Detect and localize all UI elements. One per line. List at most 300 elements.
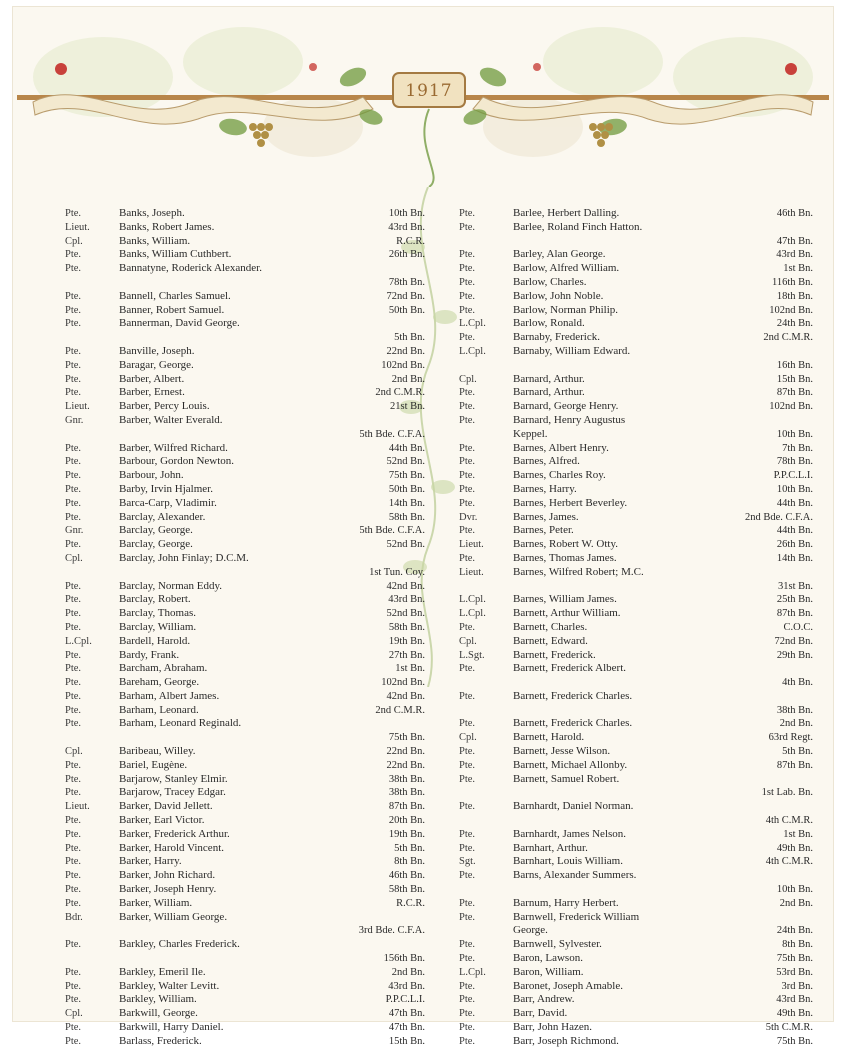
entry-rank: Pte. bbox=[459, 470, 476, 482]
roll-entry bbox=[65, 276, 425, 290]
entry-name: Barber, Ernest. bbox=[119, 386, 185, 399]
roll-entry bbox=[459, 635, 813, 649]
entry-name: Barnes, Alfred. bbox=[513, 455, 580, 468]
entry-rank: Pte. bbox=[459, 263, 476, 275]
entry-name: Bariel, Eugène. bbox=[119, 758, 188, 771]
entry-unit: 1st Bn. bbox=[783, 828, 813, 840]
entry-rank: Pte. bbox=[65, 580, 82, 592]
entry-unit: 52nd Bn. bbox=[386, 608, 425, 620]
roll-entry bbox=[459, 676, 813, 690]
entry-name: Barnett, Charles. bbox=[513, 620, 588, 633]
entry-rank: Pte. bbox=[65, 1035, 82, 1047]
roll-entry bbox=[65, 828, 425, 842]
roll-entry bbox=[65, 842, 425, 856]
entry-rank: Cpl. bbox=[459, 373, 477, 385]
entry-unit: 52nd Bn. bbox=[386, 539, 425, 551]
roll-entry bbox=[65, 442, 425, 456]
entry-rank: Sgt. bbox=[459, 856, 476, 868]
roll-entry bbox=[459, 607, 813, 621]
entry-name: Baragar, George. bbox=[119, 358, 194, 371]
roll-entry bbox=[65, 621, 425, 635]
roll-entry bbox=[65, 966, 425, 980]
entry-rank: Pte. bbox=[459, 552, 476, 564]
entry-name: Banks, Joseph. bbox=[119, 207, 185, 219]
entry-rank: Pte. bbox=[459, 401, 476, 413]
entry-rank: Cpl. bbox=[459, 732, 477, 744]
entry-unit: 14th Bn. bbox=[776, 552, 813, 564]
entry-name: Barnett, Samuel Robert. bbox=[513, 772, 620, 785]
roll-entry bbox=[459, 993, 813, 1007]
roll-entry bbox=[65, 428, 425, 442]
entry-name: Barley, Alan George. bbox=[513, 248, 606, 261]
roll-entry bbox=[65, 455, 425, 469]
entry-rank: Lieut. bbox=[65, 801, 90, 813]
entry-unit: 21st Bn. bbox=[389, 401, 425, 413]
entry-name: Barker, John Richard. bbox=[119, 869, 216, 882]
roll-entry bbox=[459, 359, 813, 373]
roll-entry bbox=[459, 524, 813, 538]
entry-unit: 2nd C.M.R. bbox=[763, 332, 813, 344]
entry-unit: 75th Bn. bbox=[388, 470, 425, 482]
entry-unit: 78th Bn. bbox=[388, 276, 425, 288]
entry-unit: 14th Bn. bbox=[388, 497, 425, 509]
entry-rank: Cpl. bbox=[65, 552, 83, 564]
entry-name: Barker, William. bbox=[119, 896, 193, 909]
entry-name: Barclay, Thomas. bbox=[119, 607, 196, 620]
entry-name: Bannatyne, Roderick Alexander. bbox=[119, 262, 262, 275]
entry-rank: Pte. bbox=[459, 870, 476, 882]
entry-unit: 116th Bn. bbox=[771, 276, 813, 288]
roll-entry bbox=[459, 649, 813, 663]
roll-entry bbox=[459, 345, 813, 359]
roll-entry bbox=[65, 800, 425, 814]
entry-unit: 47th Bn. bbox=[388, 1022, 425, 1034]
roll-entry bbox=[65, 993, 425, 1007]
entry-unit: 38th Bn. bbox=[776, 704, 813, 716]
roll-entry bbox=[459, 662, 813, 676]
roll-entry bbox=[65, 717, 425, 731]
entry-name: Barnwell, Frederick William bbox=[513, 910, 640, 923]
roll-entry bbox=[65, 759, 425, 773]
entry-unit: 43rd Bn. bbox=[776, 249, 813, 261]
entry-rank: Pte. bbox=[65, 704, 82, 716]
entry-unit: 44th Bn. bbox=[388, 442, 425, 454]
entry-unit: 10th Bn. bbox=[776, 884, 813, 896]
roll-entry bbox=[459, 511, 813, 525]
roll-entry bbox=[459, 842, 813, 856]
flower-right-icon bbox=[785, 63, 797, 75]
entry-unit: 87th Bn. bbox=[388, 801, 425, 813]
roll-entry bbox=[65, 483, 425, 497]
entry-unit: 38th Bn. bbox=[388, 773, 425, 785]
roll-entry bbox=[459, 690, 813, 704]
roll-entry bbox=[65, 883, 425, 897]
entry-rank: Lieut. bbox=[459, 539, 484, 551]
entry-rank: Gnr. bbox=[65, 414, 84, 426]
roll-entry bbox=[459, 883, 813, 897]
roll-entry bbox=[65, 345, 425, 359]
entry-rank: Pte. bbox=[65, 787, 82, 799]
entry-unit: 10th Bn. bbox=[388, 208, 425, 219]
column-left bbox=[65, 207, 425, 1049]
roll-entry bbox=[459, 717, 813, 731]
roll-entry bbox=[65, 290, 425, 304]
roll-entry bbox=[459, 938, 813, 952]
entry-rank: Lieut. bbox=[459, 566, 484, 578]
entry-name: Barjarow, Tracey Edgar. bbox=[119, 786, 226, 799]
roll-entry bbox=[65, 262, 425, 276]
entry-unit: 2nd C.M.R. bbox=[375, 704, 425, 716]
entry-name: Barbour, Gordon Newton. bbox=[119, 455, 235, 468]
entry-rank: Pte. bbox=[459, 911, 476, 923]
roll-entry bbox=[459, 262, 813, 276]
roll-entry bbox=[65, 911, 425, 925]
entry-rank: Cpl. bbox=[65, 1008, 83, 1020]
entry-name: Barnett, Harold. bbox=[513, 731, 585, 744]
entry-unit: 58th Bn. bbox=[388, 621, 425, 633]
entry-unit: 2nd Bn. bbox=[779, 718, 813, 730]
entry-name: Barnard, Henry Augustus bbox=[513, 413, 626, 426]
roll-entry bbox=[459, 800, 813, 814]
roll-entry bbox=[65, 469, 425, 483]
entry-rank: Pte. bbox=[459, 897, 476, 909]
entry-unit: 43rd Bn. bbox=[388, 221, 425, 233]
roll-entry bbox=[459, 566, 813, 580]
roll-entry bbox=[459, 786, 813, 800]
entry-rank: Pte. bbox=[459, 801, 476, 813]
entry-unit: 22nd Bn. bbox=[386, 746, 425, 758]
roll-entry bbox=[459, 497, 813, 511]
entry-unit: 22nd Bn. bbox=[386, 345, 425, 357]
entry-name: Baribeau, Willey. bbox=[119, 745, 196, 758]
roll-entry bbox=[65, 538, 425, 552]
entry-rank: Pte. bbox=[65, 966, 82, 978]
entry-rank: Pte. bbox=[459, 690, 476, 702]
entry-rank: Gnr. bbox=[65, 525, 84, 537]
entry-rank: Pte. bbox=[459, 621, 476, 633]
entry-unit: 25th Bn. bbox=[776, 594, 813, 606]
roll-entry bbox=[459, 966, 813, 980]
entry-unit: 3rd Bde. C.F.A. bbox=[358, 925, 425, 937]
entry-rank: Pte. bbox=[459, 842, 476, 854]
entry-name: Barber, Walter Everald. bbox=[119, 413, 223, 426]
entry-rank: Pte. bbox=[459, 1035, 476, 1047]
roll-entry bbox=[65, 704, 425, 718]
entry-name: Barca-Carp, Vladimir. bbox=[119, 496, 217, 509]
roll-entry bbox=[65, 497, 425, 511]
entry-name: Barker, William George. bbox=[119, 910, 228, 923]
entry-unit: 18th Bn. bbox=[776, 290, 813, 302]
entry-unit: P.P.C.L.I. bbox=[385, 994, 425, 1006]
roll-entry bbox=[459, 455, 813, 469]
entry-rank: Pte. bbox=[459, 497, 476, 509]
roll-entry bbox=[459, 428, 813, 442]
entry-rank: Pte. bbox=[459, 994, 476, 1006]
entry-name: Barnum, Harry Herbert. bbox=[513, 896, 619, 909]
roll-entry bbox=[459, 911, 813, 925]
entry-rank: L.Cpl. bbox=[459, 608, 486, 620]
roll-entry bbox=[65, 552, 425, 566]
entry-unit: 42nd Bn. bbox=[386, 580, 425, 592]
entry-unit: 31st Bn. bbox=[777, 580, 813, 592]
entry-name: Barnett, Jesse Wilson. bbox=[513, 745, 611, 758]
entry-unit: 156th Bn. bbox=[383, 953, 425, 965]
roll-entry bbox=[65, 304, 425, 318]
entry-name: Barnhardt, Daniel Norman. bbox=[513, 800, 634, 813]
roll-entry bbox=[65, 690, 425, 704]
flower-left-icon bbox=[55, 63, 67, 75]
entry-name: Barkley, Charles Frederick. bbox=[119, 938, 240, 951]
entry-unit: 26th Bn. bbox=[388, 249, 425, 261]
entry-unit: 38th Bn. bbox=[388, 787, 425, 799]
entry-rank: Pte. bbox=[65, 856, 82, 868]
entry-name: Barker, Harold Vincent. bbox=[119, 841, 224, 854]
entry-name: Barnes, Robert W. Otty. bbox=[513, 538, 618, 551]
entry-unit: 75th Bn. bbox=[776, 953, 813, 965]
entry-name: Barnes, Herbert Beverley. bbox=[513, 496, 628, 509]
roll-entry bbox=[65, 869, 425, 883]
entry-name: Barnes, Charles Roy. bbox=[513, 469, 606, 482]
entry-rank: Pte. bbox=[459, 663, 476, 675]
entry-name: Baronet, Joseph Amable. bbox=[513, 979, 623, 992]
entry-rank: Pte. bbox=[459, 456, 476, 468]
entry-rank: L.Cpl. bbox=[459, 594, 486, 606]
entry-name: Barber, Percy Louis. bbox=[119, 400, 210, 413]
entry-unit: 2nd Bn. bbox=[391, 373, 425, 385]
entry-unit: 72nd Bn. bbox=[774, 635, 813, 647]
entry-rank: Pte. bbox=[65, 759, 82, 771]
entry-rank: Pte. bbox=[65, 345, 82, 357]
entry-unit: 4th C.M.R. bbox=[765, 856, 813, 868]
entry-name: Barkwill, George. bbox=[119, 1007, 198, 1020]
entry-unit: 46th Bn. bbox=[388, 870, 425, 882]
roll-entry bbox=[65, 635, 425, 649]
entry-rank: Cpl. bbox=[65, 235, 83, 247]
roll-entry bbox=[459, 621, 813, 635]
roll-entry bbox=[459, 235, 813, 249]
entry-unit: 102nd Bn. bbox=[381, 677, 425, 689]
roll-entry bbox=[65, 248, 425, 262]
roll-entry bbox=[459, 276, 813, 290]
entry-name: Barclay, Alexander. bbox=[119, 510, 206, 523]
entry-name: Barjarow, Stanley Elmir. bbox=[119, 772, 228, 785]
entry-name: Barkley, William. bbox=[119, 993, 197, 1006]
roll-entry bbox=[459, 1007, 813, 1021]
entry-rank: Pte. bbox=[65, 773, 82, 785]
entry-name: Barker, Harry. bbox=[119, 855, 182, 868]
entry-unit: 75th Bn. bbox=[776, 1035, 813, 1047]
entry-name: Barlee, Roland Finch Hatton. bbox=[513, 220, 643, 233]
entry-unit: 50th Bn. bbox=[388, 304, 425, 316]
entry-unit: 10th Bn. bbox=[776, 428, 813, 440]
roll-entry bbox=[65, 897, 425, 911]
roll-entry bbox=[65, 676, 425, 690]
entry-name: Banks, Robert James. bbox=[119, 220, 215, 233]
entry-rank: Pte. bbox=[65, 828, 82, 840]
entry-unit: C.O.C. bbox=[783, 621, 813, 633]
entry-unit: 5th Bn. bbox=[782, 746, 813, 758]
roll-entry bbox=[65, 924, 425, 938]
entry-name: Barnett, Arthur William. bbox=[513, 607, 621, 620]
entry-name: Bardy, Frank. bbox=[119, 648, 180, 661]
entry-rank: Cpl. bbox=[65, 746, 83, 758]
entry-name: Barclay, George. bbox=[119, 524, 193, 537]
entry-name: Banks, William. bbox=[119, 234, 191, 247]
entry-name: Barr, John Hazen. bbox=[513, 1021, 592, 1034]
entry-name: Barker, Frederick Arthur. bbox=[119, 827, 230, 840]
entry-unit: 4th C.M.R. bbox=[765, 815, 813, 827]
entry-rank: Pte. bbox=[65, 249, 82, 261]
entry-unit: 1st Bn. bbox=[783, 263, 813, 275]
entry-unit: 27th Bn. bbox=[388, 649, 425, 661]
entry-name: Barr, Joseph Richmond. bbox=[513, 1034, 619, 1047]
entry-rank: Pte. bbox=[459, 1022, 476, 1034]
roll-entry bbox=[65, 773, 425, 787]
entry-name: Bareham, George. bbox=[119, 676, 200, 689]
entry-unit: 87th Bn. bbox=[776, 387, 813, 399]
entry-name: Barby, Irvin Hjalmer. bbox=[119, 482, 213, 495]
roll-entry bbox=[459, 828, 813, 842]
entry-rank: Pte. bbox=[65, 718, 82, 730]
roll-entry bbox=[459, 952, 813, 966]
entry-rank: Pte. bbox=[459, 249, 476, 261]
entry-rank: Pte. bbox=[65, 677, 82, 689]
entry-rank: Pte. bbox=[65, 456, 82, 468]
roll-entry bbox=[459, 759, 813, 773]
entry-name: Barnhart, Louis William. bbox=[513, 855, 623, 868]
roll-entry bbox=[65, 400, 425, 414]
entry-name: Baron, William. bbox=[513, 965, 584, 978]
entry-name: Barber, Albert. bbox=[119, 372, 185, 385]
roll-entry bbox=[459, 924, 813, 938]
entry-unit: 5th Bde. C.F.A. bbox=[359, 428, 425, 440]
entry-unit: 15th Bn. bbox=[388, 1035, 425, 1047]
entry-unit: 52nd Bn. bbox=[386, 456, 425, 468]
entry-rank: Pte. bbox=[459, 483, 476, 495]
entry-rank: Pte. bbox=[65, 870, 82, 882]
entry-name: Barnes, Wilfred Robert; M.C. bbox=[513, 565, 644, 578]
entry-unit: 2nd Bde. C.F.A. bbox=[745, 511, 813, 523]
entry-unit: 47th Bn. bbox=[388, 1008, 425, 1020]
entry-rank: Pte. bbox=[459, 290, 476, 302]
roll-entry bbox=[65, 607, 425, 621]
entry-name: Barham, Leonard. bbox=[119, 703, 199, 716]
entry-rank: Pte. bbox=[65, 318, 82, 330]
entry-name: Keppel. bbox=[513, 427, 548, 440]
entry-name: Barnaby, William Edward. bbox=[513, 344, 631, 357]
entry-rank: Pte. bbox=[459, 332, 476, 344]
roll-entry bbox=[65, 662, 425, 676]
entry-name: Barclay, Robert. bbox=[119, 593, 191, 606]
entry-unit: 102nd Bn. bbox=[769, 304, 813, 316]
entry-name: Barr, Andrew. bbox=[513, 993, 575, 1006]
entry-unit: 7th Bn. bbox=[782, 442, 813, 454]
roll-entry bbox=[459, 580, 813, 594]
roll-entry bbox=[65, 938, 425, 952]
entry-name: Barr, David. bbox=[513, 1007, 568, 1020]
entry-unit: 102nd Bn. bbox=[769, 401, 813, 413]
entry-rank: Cpl. bbox=[459, 635, 477, 647]
entry-rank: Dvr. bbox=[459, 511, 478, 523]
entry-name: Barnett, Frederick Charles. bbox=[513, 717, 633, 730]
entry-unit: 2nd Bn. bbox=[391, 966, 425, 978]
entry-rank: Pte. bbox=[65, 690, 82, 702]
entry-name: Barclay, George. bbox=[119, 538, 193, 551]
entry-rank: Pte. bbox=[459, 304, 476, 316]
roll-entry bbox=[65, 1007, 425, 1021]
roll-entry bbox=[65, 566, 425, 580]
entry-rank: Pte. bbox=[459, 718, 476, 730]
roll-entry bbox=[65, 731, 425, 745]
roll-entry bbox=[65, 649, 425, 663]
entry-name: Banks, William Cuthbert. bbox=[119, 248, 232, 261]
entry-name: Barclay, John Finlay; D.C.M. bbox=[119, 551, 249, 564]
entry-name: Barnes, James. bbox=[513, 510, 579, 523]
roll-entry bbox=[65, 414, 425, 428]
roll-entry bbox=[65, 386, 425, 400]
roll-entry bbox=[459, 745, 813, 759]
entry-unit: 2nd C.M.R. bbox=[375, 387, 425, 399]
entry-rank: Pte. bbox=[65, 815, 82, 827]
roll-entry bbox=[459, 731, 813, 745]
entry-unit: 47th Bn. bbox=[776, 235, 813, 247]
entry-name: Barcham, Abraham. bbox=[119, 662, 208, 675]
entry-unit: 22nd Bn. bbox=[386, 759, 425, 771]
entry-unit: P.P.C.L.I. bbox=[773, 470, 813, 482]
entry-unit: 15th Bn. bbox=[776, 373, 813, 385]
entry-unit: 1st Tun. Coy. bbox=[369, 566, 425, 578]
roll-entry bbox=[65, 786, 425, 800]
entry-name: Barkwill, Harry Daniel. bbox=[119, 1021, 224, 1034]
entry-unit: 5th Bn. bbox=[394, 332, 425, 344]
entry-rank: Pte. bbox=[459, 980, 476, 992]
roll-entry bbox=[459, 869, 813, 883]
roll-entry bbox=[65, 580, 425, 594]
entry-name: Barns, Alexander Summers. bbox=[513, 869, 637, 882]
entry-rank: Pte. bbox=[65, 483, 82, 495]
entry-name: Barnard, Arthur. bbox=[513, 386, 585, 399]
entry-unit: 102nd Bn. bbox=[381, 359, 425, 371]
entry-unit: 53rd Bn. bbox=[776, 966, 813, 978]
entry-rank: Pte. bbox=[65, 290, 82, 302]
entry-unit: 16th Bn. bbox=[776, 359, 813, 371]
roll-entry bbox=[65, 524, 425, 538]
entry-name: Bardell, Harold. bbox=[119, 634, 191, 647]
entry-name: Barker, Joseph Henry. bbox=[119, 883, 217, 896]
entry-unit: 43rd Bn. bbox=[388, 594, 425, 606]
memorial-page bbox=[12, 6, 834, 1047]
entry-unit: 24th Bn. bbox=[776, 318, 813, 330]
entry-rank: L.Cpl. bbox=[65, 635, 92, 647]
roll-entry bbox=[459, 552, 813, 566]
entry-name: Barker, David Jellett. bbox=[119, 800, 213, 813]
entry-unit: 26th Bn. bbox=[776, 539, 813, 551]
entry-unit: 5th Bn. bbox=[394, 842, 425, 854]
entry-name: Barlow, Alfred William. bbox=[513, 262, 620, 275]
entry-unit: 49th Bn. bbox=[776, 842, 813, 854]
entry-rank: Pte. bbox=[65, 884, 82, 896]
entry-name: Barnes, Peter. bbox=[513, 524, 574, 537]
entry-rank: L.Cpl. bbox=[459, 318, 486, 330]
entry-name: Barnes, Harry. bbox=[513, 482, 577, 495]
entry-name: Barnhardt, James Nelson. bbox=[513, 827, 627, 840]
entry-name: Barclay, William. bbox=[119, 620, 197, 633]
entry-name: Barkley, Walter Levitt. bbox=[119, 979, 220, 992]
entry-name: Barlow, John Noble. bbox=[513, 289, 604, 302]
entry-rank: Pte. bbox=[459, 939, 476, 951]
entry-unit: 1st Lab. Bn. bbox=[761, 787, 813, 799]
roll-entry bbox=[459, 331, 813, 345]
